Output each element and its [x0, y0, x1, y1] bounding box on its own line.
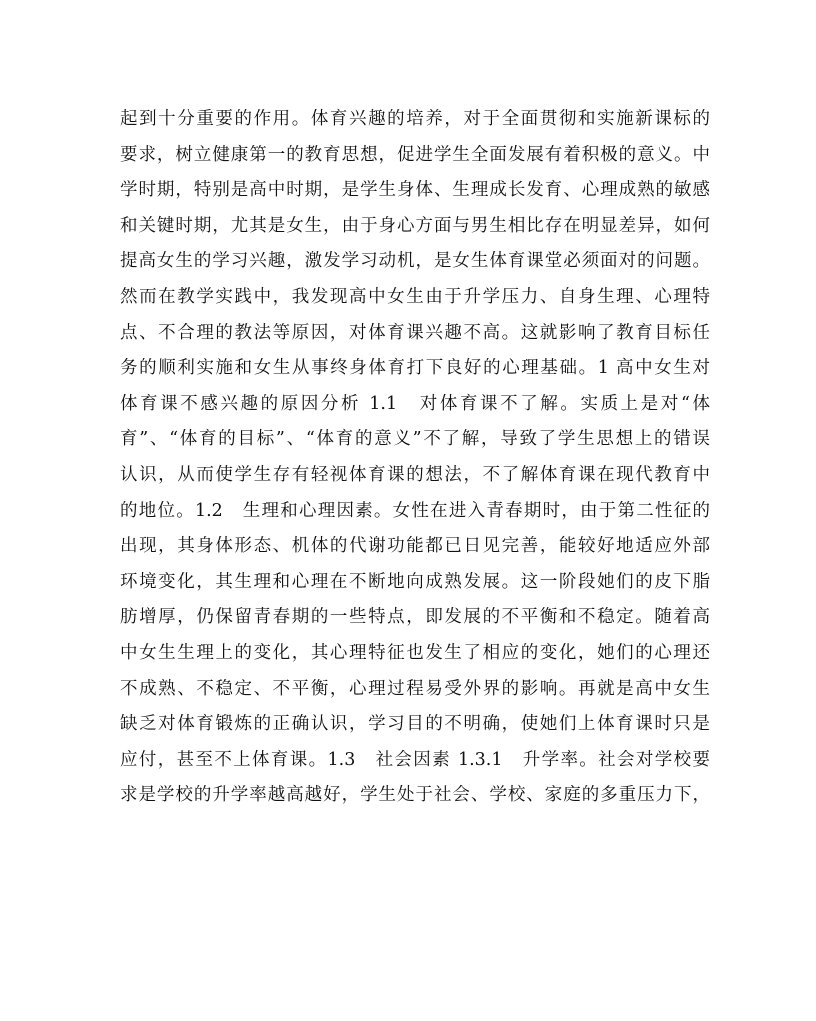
text-line-3: 学时期，特别是高中时期，是学生身体、生理成长发育、心理成熟的敏感: [120, 180, 710, 201]
text-line-15: 肪增厚，仍保留青春期的一些特点，即发展的不平衡和不稳定。随着高: [120, 607, 710, 628]
text-line-18: 缺乏对体育锻炼的正确认识，学习目的不明确，使她们上体育课时只是: [120, 714, 710, 735]
body-text: [120, 102, 710, 814]
text-line-6: 然而在教学实践中，我发现高中女生由于升学压力、自身生理、心理特: [120, 286, 710, 307]
text-line-5: 提高女生的学习兴趣，激发学习动机，是女生体育课堂必须面对的问题。: [120, 251, 710, 272]
text-line-4: 和关键时期，尤其是女生，由于身心方面与男生相比存在明显差异，如何: [120, 215, 710, 236]
text-line-8: 务的顺利实施和女生从事终身体育打下良好的心理基础。1 高中女生对: [120, 358, 710, 379]
text-line-11: 认识，从而使学生存有轻视体育课的想法，不了解体育课在现代教育中: [120, 464, 710, 485]
text-line-16: 中女生生理上的变化，其心理特征也发生了相应的变化，她们的心理还: [120, 642, 710, 663]
text-line-9: 体育课不感兴趣的原因分析 1.1 对体育课不了解。实质上是对“体: [120, 393, 710, 414]
text-line-10: 育”、“体育的目标”、“体育的意义”不了解，导致了学生思想上的错误: [120, 429, 710, 450]
text-line-19: 应付，甚至不上体育课。1.3 社会因素 1.3.1 升学率。社会对学校要: [120, 749, 710, 770]
text-line-7: 点、不合理的教法等原因，对体育课兴趣不高。这就影响了教育目标任: [120, 322, 710, 343]
text-line-12: 的地位。1.2 生理和心理因素。女性在进入青春期时，由于第二性征的: [120, 500, 710, 521]
text-line-1: 起到十分重要的作用。体育兴趣的培养，对于全面贯彻和实施新课标的: [120, 109, 710, 129]
text-line-20: 求是学校的升学率越高越好，学生处于社会、学校、家庭的多重压力下，: [120, 785, 710, 806]
text-line-2: 要求，树立健康第一的教育思想，促进学生全面发展有着积极的意义。中: [120, 144, 710, 165]
text-line-17: 不成熟、不稳定、不平衡，心理过程易受外界的影响。再就是高中女生: [120, 678, 710, 699]
text-line-14: 环境变化，其生理和心理在不断地向成熟发展。这一阶段她们的皮下脂: [120, 571, 710, 592]
text-line-13: 出现，其身体形态、机体的代谢功能都已日见完善，能较好地适应外部: [120, 536, 710, 557]
